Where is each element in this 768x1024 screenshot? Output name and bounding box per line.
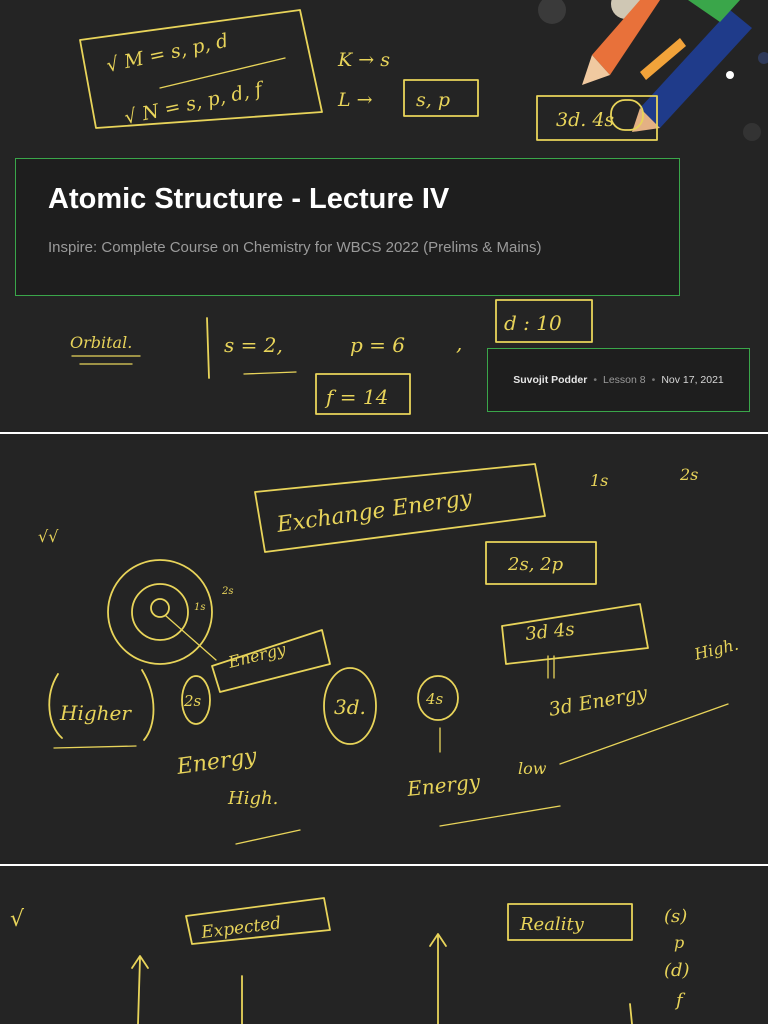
d-value-text: d : 10 [504,311,562,335]
list-s: (s) [664,906,688,927]
list-p: p [674,933,685,952]
slide-3 [0,866,768,1024]
circle-2s-text: 2s [184,692,202,710]
box-3d4s-text-2: 3d 4s [524,618,576,645]
expected-label: Expected [200,913,283,943]
energy-low-text: Energy [406,769,482,801]
circle-3d-text: 3d. [334,695,366,719]
list-d: (d) [664,960,690,981]
meta-separator: • [651,374,656,386]
meta-separator: • [593,374,597,386]
energy-box-text: Energy [226,639,288,672]
higher-text: Higher [60,701,131,725]
list-f: f [676,990,683,1011]
lesson-number: Lesson 8 [603,374,646,386]
m-shell-text: √ M = s, p, d [104,29,231,77]
circle-4s-text: 4s [426,690,444,708]
s-value-text: s = 2, [224,333,283,357]
energy-3d-text: 3d Energy [547,681,649,721]
check-mark: √ [10,907,25,932]
slide-1 [0,0,768,432]
box-2s2p-text: 2s, 2p [508,554,564,575]
comma-text: , [456,331,463,355]
l-box-text: s, p [416,89,450,111]
l-shell-text: L → [338,89,373,111]
f-value-text: f = 14 [326,385,389,409]
box-3d4s-text: 3d. 4s [556,109,615,131]
lesson-date: Nov 17, 2021 [661,374,724,386]
author-name[interactable]: Suvojit Podder [513,374,588,386]
energy-high-text: Energy [175,744,259,780]
one-s-label: 1s [590,471,609,490]
reality-label: Reality [520,914,584,935]
lecture-title-card [15,158,680,296]
inner-shell-circle [132,584,188,640]
two-s-label: 2s [680,465,699,484]
lecture-title: Atomic Structure - Lecture IV [48,183,450,215]
course-subtitle: Inspire: Complete Course on Chemistry for WBCS 2022 (Prelims & Mains) [48,239,542,256]
lesson-meta-card [487,348,750,412]
nucleus-circle [151,599,169,617]
shell-1s-label: 1s [194,602,206,613]
k-shell-text: K → s [338,49,390,71]
exchange-energy-text: Exchange Energy [275,485,474,538]
high-label: High. [228,788,279,809]
orbital-label: Orbital. [70,333,133,352]
n-shell-text: √ N = s, p, d, f [122,78,265,129]
check-mark: √√ [38,527,59,546]
slide-2-handwriting [0,434,768,864]
slide-3-handwriting [0,866,768,1024]
expected-axis-arrow [138,958,140,1024]
shell-2s-label: 2s [222,586,234,597]
p-value-text: p = 6 [350,333,405,357]
low-label: low [518,759,547,778]
slide-2 [0,434,768,864]
high-right-label: High. [692,634,741,664]
